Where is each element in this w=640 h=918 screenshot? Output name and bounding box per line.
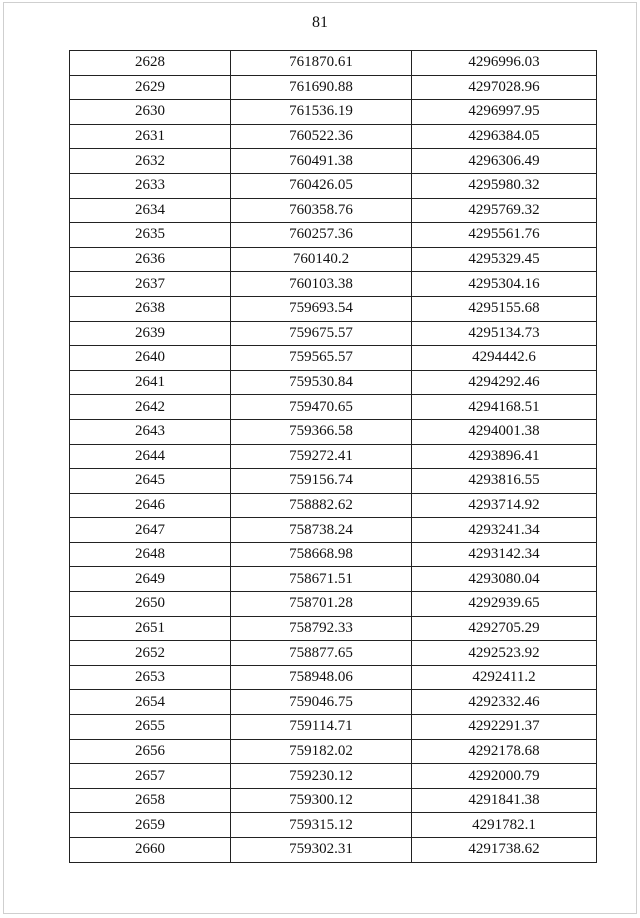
y-coordinate-cell: 4296384.05 [412,124,597,149]
point-id-cell: 2643 [70,419,231,444]
point-id-cell: 2628 [70,51,231,76]
point-id-cell: 2652 [70,641,231,666]
table-row [70,75,597,100]
point-id-cell: 2632 [70,149,231,174]
y-coordinate-cell: 4292332.46 [412,690,597,715]
y-coordinate-cell: 4292705.29 [412,616,597,641]
y-coordinate-cell: 4291782.1 [412,813,597,838]
x-coordinate-cell: 758738.24 [231,518,412,543]
point-id-cell: 2644 [70,444,231,469]
table-row [70,370,597,395]
page-number: 81 [312,14,328,31]
x-coordinate-cell: 759182.02 [231,739,412,764]
table-row [70,296,597,321]
y-coordinate-cell: 4293714.92 [412,493,597,518]
x-coordinate-cell: 761690.88 [231,75,412,100]
x-coordinate-cell: 759230.12 [231,764,412,789]
point-id-cell: 2653 [70,665,231,690]
y-coordinate-cell: 4292939.65 [412,592,597,617]
y-coordinate-cell: 4293896.41 [412,444,597,469]
point-id-cell: 2645 [70,469,231,494]
x-coordinate-cell: 758668.98 [231,542,412,567]
point-id-cell: 2660 [70,838,231,863]
y-coordinate-cell: 4292000.79 [412,764,597,789]
x-coordinate-cell: 759156.74 [231,469,412,494]
x-coordinate-cell: 760140.2 [231,247,412,272]
y-coordinate-cell: 4295134.73 [412,321,597,346]
x-coordinate-cell: 759114.71 [231,715,412,740]
x-coordinate-cell: 758877.65 [231,641,412,666]
table-row [70,493,597,518]
table-row [70,444,597,469]
y-coordinate-cell: 4296306.49 [412,149,597,174]
table-row [70,124,597,149]
x-coordinate-cell: 758882.62 [231,493,412,518]
y-coordinate-cell: 4293080.04 [412,567,597,592]
x-coordinate-cell: 759272.41 [231,444,412,469]
table-row [70,518,597,543]
table-row [70,198,597,223]
x-coordinate-cell: 759530.84 [231,370,412,395]
point-id-cell: 2637 [70,272,231,297]
point-id-cell: 2651 [70,616,231,641]
table-row [70,665,597,690]
y-coordinate-cell: 4296997.95 [412,100,597,125]
y-coordinate-cell: 4293142.34 [412,542,597,567]
table-row [70,149,597,174]
y-coordinate-cell: 4294442.6 [412,346,597,371]
point-id-cell: 2641 [70,370,231,395]
x-coordinate-cell: 759300.12 [231,788,412,813]
point-id-cell: 2640 [70,346,231,371]
x-coordinate-cell: 760257.36 [231,223,412,248]
x-coordinate-cell: 758792.33 [231,616,412,641]
table-row [70,739,597,764]
table-row [70,100,597,125]
point-id-cell: 2634 [70,198,231,223]
x-coordinate-cell: 759693.54 [231,296,412,321]
x-coordinate-cell: 760103.38 [231,272,412,297]
y-coordinate-cell: 4295769.32 [412,198,597,223]
table-row [70,641,597,666]
point-id-cell: 2647 [70,518,231,543]
y-coordinate-cell: 4291738.62 [412,838,597,863]
x-coordinate-cell: 761536.19 [231,100,412,125]
y-coordinate-cell: 4291841.38 [412,788,597,813]
y-coordinate-cell: 4294168.51 [412,395,597,420]
point-id-cell: 2635 [70,223,231,248]
x-coordinate-cell: 759302.31 [231,838,412,863]
x-coordinate-cell: 759470.65 [231,395,412,420]
x-coordinate-cell: 760426.05 [231,173,412,198]
table-row [70,813,597,838]
table-row [70,247,597,272]
y-coordinate-cell: 4293241.34 [412,518,597,543]
point-id-cell: 2655 [70,715,231,740]
x-coordinate-cell: 758701.28 [231,592,412,617]
y-coordinate-cell: 4294001.38 [412,419,597,444]
x-coordinate-cell: 759366.58 [231,419,412,444]
x-coordinate-cell: 760522.36 [231,124,412,149]
table-row [70,51,597,76]
table-row [70,272,597,297]
table-row [70,592,597,617]
point-id-cell: 2649 [70,567,231,592]
point-id-cell: 2636 [70,247,231,272]
y-coordinate-cell: 4294292.46 [412,370,597,395]
coordinates-table-body [70,51,597,863]
x-coordinate-cell: 759046.75 [231,690,412,715]
x-coordinate-cell: 760358.76 [231,198,412,223]
y-coordinate-cell: 4292178.68 [412,739,597,764]
y-coordinate-cell: 4295561.76 [412,223,597,248]
y-coordinate-cell: 4292523.92 [412,641,597,666]
y-coordinate-cell: 4292291.37 [412,715,597,740]
coordinates-table [69,50,597,863]
point-id-cell: 2659 [70,813,231,838]
x-coordinate-cell: 758671.51 [231,567,412,592]
point-id-cell: 2650 [70,592,231,617]
table-row [70,542,597,567]
y-coordinate-cell: 4295980.32 [412,173,597,198]
table-row [70,321,597,346]
table-row [70,764,597,789]
point-id-cell: 2638 [70,296,231,321]
x-coordinate-cell: 759565.57 [231,346,412,371]
point-id-cell: 2648 [70,542,231,567]
table-row [70,395,597,420]
x-coordinate-cell: 758948.06 [231,665,412,690]
x-coordinate-cell: 760491.38 [231,149,412,174]
point-id-cell: 2630 [70,100,231,125]
table-row [70,346,597,371]
table-row [70,419,597,444]
table-row [70,616,597,641]
point-id-cell: 2639 [70,321,231,346]
point-id-cell: 2654 [70,690,231,715]
point-id-cell: 2631 [70,124,231,149]
table-row [70,173,597,198]
y-coordinate-cell: 4295304.16 [412,272,597,297]
table-row [70,715,597,740]
y-coordinate-cell: 4293816.55 [412,469,597,494]
table-row [70,838,597,863]
table-row [70,567,597,592]
table-row [70,690,597,715]
y-coordinate-cell: 4297028.96 [412,75,597,100]
y-coordinate-cell: 4292411.2 [412,665,597,690]
y-coordinate-cell: 4295329.45 [412,247,597,272]
table-row [70,223,597,248]
table-row [70,469,597,494]
point-id-cell: 2642 [70,395,231,420]
point-id-cell: 2656 [70,739,231,764]
x-coordinate-cell: 761870.61 [231,51,412,76]
x-coordinate-cell: 759315.12 [231,813,412,838]
table-row [70,788,597,813]
point-id-cell: 2629 [70,75,231,100]
point-id-cell: 2658 [70,788,231,813]
y-coordinate-cell: 4296996.03 [412,51,597,76]
point-id-cell: 2657 [70,764,231,789]
y-coordinate-cell: 4295155.68 [412,296,597,321]
point-id-cell: 2646 [70,493,231,518]
point-id-cell: 2633 [70,173,231,198]
x-coordinate-cell: 759675.57 [231,321,412,346]
